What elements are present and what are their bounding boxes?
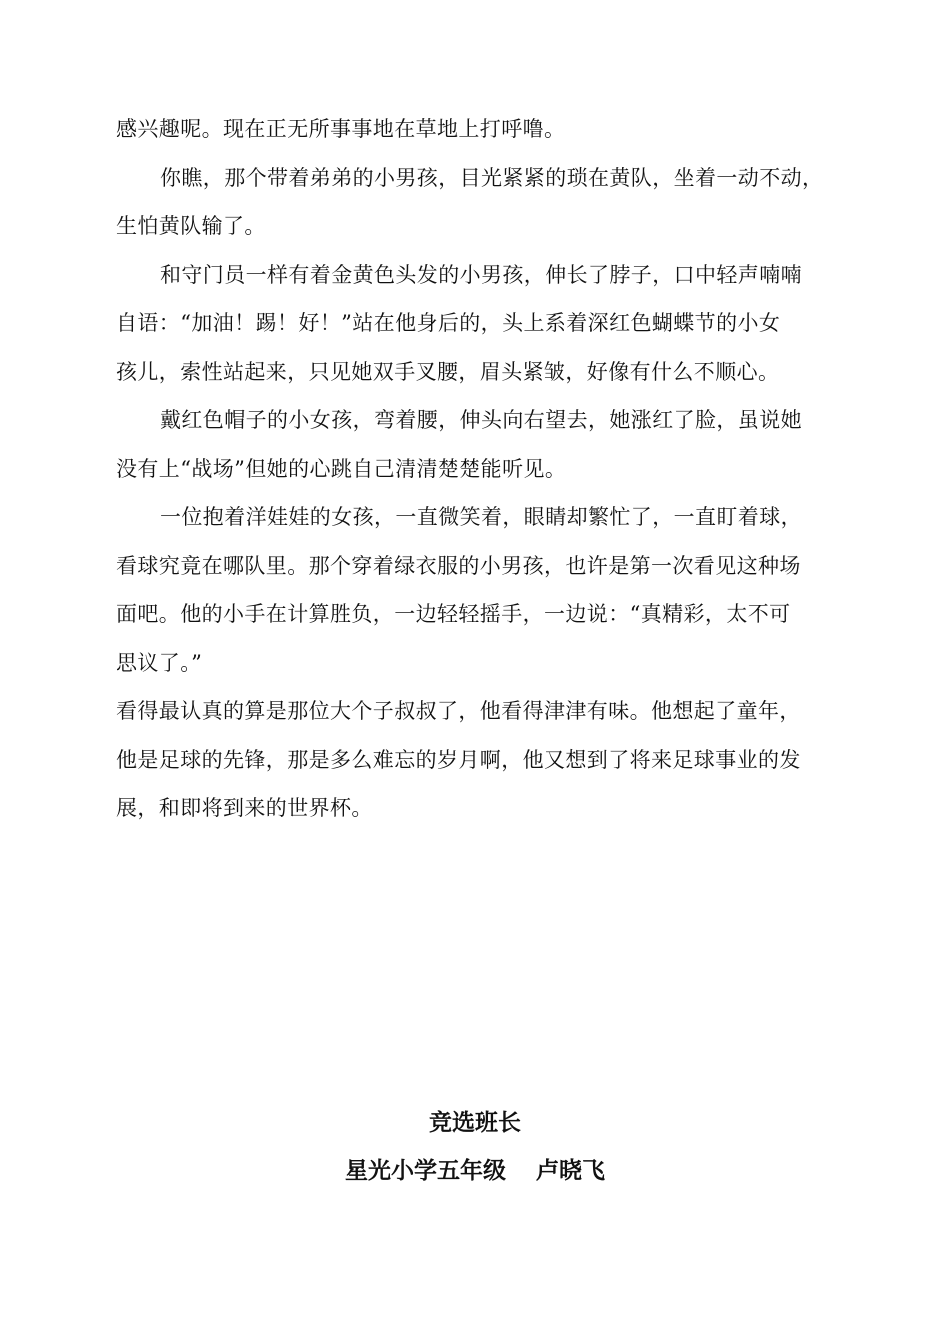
text-line: 感兴趣呢。现在正无所事事地在草地上打呼噜。 xyxy=(116,117,566,141)
text-line: 展，和即将到来的世界杯。 xyxy=(116,796,373,820)
text-line: 生怕黄队输了。 xyxy=(116,214,266,238)
text-line: 没有上“战场”但她的心跳自己清清楚楚能听见。 xyxy=(116,456,567,481)
author-line xyxy=(0,1152,950,1185)
text-line: 自语：“加油！踢！好！”站在他身后的，头上系着深红色蝴蝶节的小女 xyxy=(116,311,781,335)
text-line: 戴红色帽子的小女孩，弯着腰，伸头向右望去，她涨红了脸，虽说她 xyxy=(160,408,802,432)
text-line: 你瞧，那个带着弟弟的小男孩，目光紧紧的琐在黄队，坐着一动不动， xyxy=(160,165,824,190)
text-line: 和守门员一样有着金黄色头发的小男孩，伸长了脖子，口中轻声喃喃 xyxy=(160,262,802,287)
text-line: 看得最认真的算是那位大个子叔叔了，他看得津津有味。他想起了童年， xyxy=(116,699,801,723)
text-line: 思议了。” xyxy=(116,650,203,675)
text-line: 一位抱着洋娃娃的女孩，一直微笑着，眼睛却繁忙了，一直盯着球， xyxy=(160,505,802,529)
school-grade: 星光小学五年级 xyxy=(345,1157,506,1184)
essay-title: 竞选班长 xyxy=(429,1109,521,1136)
text-line: 他是足球的先锋，那是多么难忘的岁月啊，他又想到了将来足球事业的发 xyxy=(116,747,801,772)
text-line: 面吧。他的小手在计算胜负，一边轻轻摇手，一边说：“真精彩，太不可 xyxy=(116,602,791,626)
essay-body xyxy=(116,105,856,833)
text-line: 看球究竟在哪队里。那个穿着绿衣服的小男孩，也许是第一次看见这种场 xyxy=(116,553,801,578)
author-name: 卢晓飞 xyxy=(536,1157,605,1184)
text-line: 孩儿，索性站起来，只见她双手叉腰，眉头紧皱，好像有什么不顺心。 xyxy=(116,359,780,384)
